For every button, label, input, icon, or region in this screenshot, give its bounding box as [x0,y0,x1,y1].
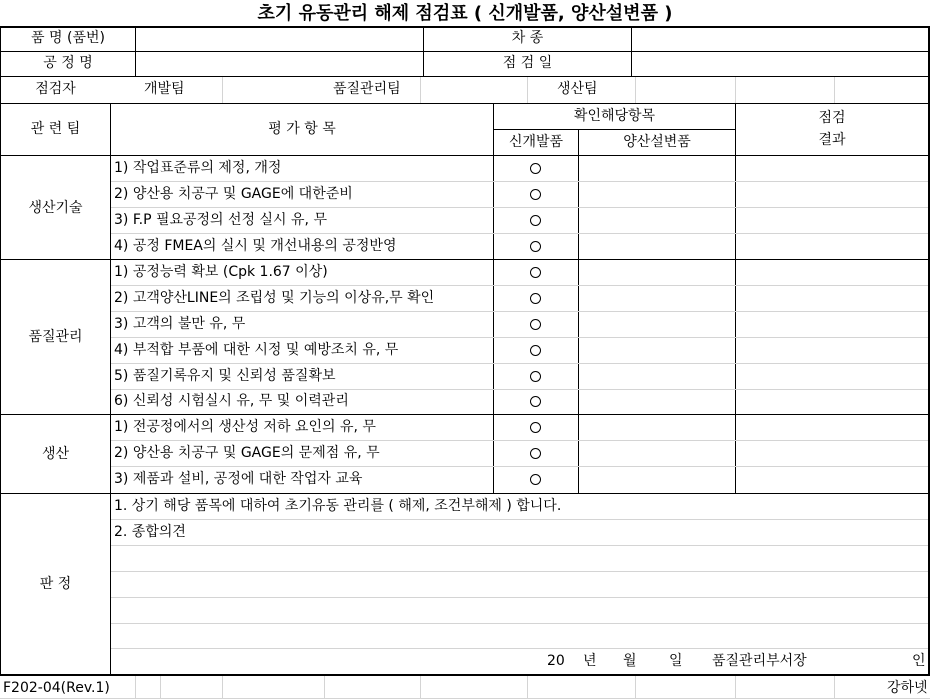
new-dev-mark-circle[interactable] [530,371,541,382]
inspector-label: 점검자 [35,81,76,97]
production-team-label: 생산팀 [557,81,598,97]
evaluation-items-header: 평 가 항 목 [268,121,336,137]
evaluation-item: 4) 부적합 부품에 대한 시정 및 예방조치 유, 무 [114,342,399,358]
row-border [0,259,930,260]
form-code: F202-04(Rev.1) [3,680,110,696]
vehicle-field[interactable] [633,27,927,51]
grid-line [111,207,928,208]
signer-title: 품질관리부서장 [712,653,807,669]
inspection-date-field[interactable] [633,52,927,76]
qc-team-label: 품질관리팀 [333,81,401,97]
year-prefix: 20 [547,653,565,669]
col-border [735,103,736,493]
evaluation-item: 2) 양산용 치공구 및 GAGE의 문제점 유, 무 [114,445,380,461]
grid-line [834,77,835,103]
new-dev-header: 신개발품 [508,134,564,150]
evaluation-item: 1) 전공정에서의 생산성 저하 요인의 유, 무 [114,419,376,435]
row-border [0,76,930,77]
evaluation-item: 4) 공정 FMEA의 실시 및 개선내용의 공정반영 [114,238,397,254]
day-label: 일 [669,653,683,669]
seal-label: 인 [912,653,926,669]
grid-line [111,181,928,182]
grid-line [420,77,421,103]
judgment-statement: 1. 상기 해당 품목에 대하여 초기유동 관리를 ( 해제, 조건부해제 ) 합니다. [114,498,562,514]
grid-line [111,311,928,312]
mass-change-header: 양산설변품 [623,134,691,150]
new-dev-mark-circle[interactable] [530,319,541,330]
grid-line [111,519,928,520]
year-label: 년 [583,653,597,669]
overall-opinion-label: 2. 종합의견 [114,524,186,540]
dev-team-label: 개발팀 [144,81,185,97]
grid-line [527,77,528,103]
col-border [493,103,494,493]
evaluation-item: 5) 품질기록유지 및 신뢰성 품질확보 [114,368,336,384]
related-team-header: 관 련 팀 [30,121,81,137]
new-dev-mark-circle[interactable] [530,241,541,252]
result-header-line2: 결과 [818,132,846,148]
grid-line [111,545,928,546]
overall-opinion-field[interactable] [112,548,927,648]
new-dev-mark-circle[interactable] [530,422,541,433]
new-dev-mark-circle[interactable] [530,448,541,459]
grid-line [527,676,528,699]
evaluation-item: 3) F.P 필요공정의 선정 실시 유, 무 [114,212,327,228]
evaluation-item: 3) 고객의 불만 유, 무 [114,316,246,332]
new-dev-mark-circle[interactable] [530,163,541,174]
new-dev-mark-circle[interactable] [530,474,541,485]
grid-line [111,337,928,338]
row-border [0,103,930,104]
grid-line [111,233,928,234]
company-name: 강하넷 [887,680,928,696]
product-name-field[interactable] [140,27,422,51]
row-border [0,493,930,494]
grid-line [735,676,736,699]
evaluation-item: 1) 공정능력 확보 (Cpk 1.67 이상) [114,264,328,280]
col-border [631,26,632,76]
team-quality-control: 품질관리 [28,329,83,345]
grid-line [111,363,928,364]
evaluation-item: 1) 작업표준류의 제정, 개정 [114,160,282,176]
grid-line [735,77,736,103]
process-name-label: 공 정 명 [43,55,93,71]
col-border [135,26,136,76]
grid-line [111,466,928,467]
grid-line [222,77,223,103]
evaluation-item: 2) 고객양산LINE의 조립성 및 기능의 이상유,무 확인 [114,290,435,306]
new-dev-mark-circle[interactable] [530,267,541,278]
month-label: 월 [623,653,637,669]
result-header-line1: 점검 [818,110,846,126]
grid-line [420,676,421,699]
new-dev-mark-circle[interactable] [530,215,541,226]
team-production-engineering: 생산기술 [28,200,83,216]
grid-line [135,676,136,699]
grid-line [324,676,325,699]
vehicle-label: 차 종 [511,30,544,46]
form-title: 초기 유동관리 해제 점검표 ( 신개발품, 양산설변품 ) [257,3,673,24]
grid-line [111,440,928,441]
grid-line [635,77,636,103]
new-dev-mark-circle[interactable] [530,189,541,200]
grid-line [160,676,161,699]
team-production: 생산 [41,446,70,462]
evaluation-item: 2) 양산용 치공구 및 GAGE에 대한준비 [114,186,353,202]
new-dev-mark-circle[interactable] [530,293,541,304]
new-dev-mark-circle[interactable] [530,345,541,356]
row-border [493,129,735,130]
new-dev-mark-circle[interactable] [530,396,541,407]
row-border [0,674,930,676]
process-name-field[interactable] [140,52,422,76]
grid-line [111,285,928,286]
product-name-label: 품 명 (품번) [31,30,105,46]
grid-line [834,676,835,699]
confirm-items-header: 확인해당항목 [573,108,656,124]
grid-line [222,676,223,699]
grid-line [635,676,636,699]
row-border [0,414,930,415]
inspection-date-label: 점 검 일 [502,55,553,71]
grid-line [111,648,928,649]
row-border [0,155,930,156]
evaluation-item: 3) 제품과 설비, 공정에 대한 작업자 교육 [114,471,363,487]
grid-line [111,389,928,390]
judgment-label: 판 정 [39,576,72,592]
evaluation-item: 6) 신뢰성 시험실시 유, 무 및 이력관리 [114,393,349,409]
